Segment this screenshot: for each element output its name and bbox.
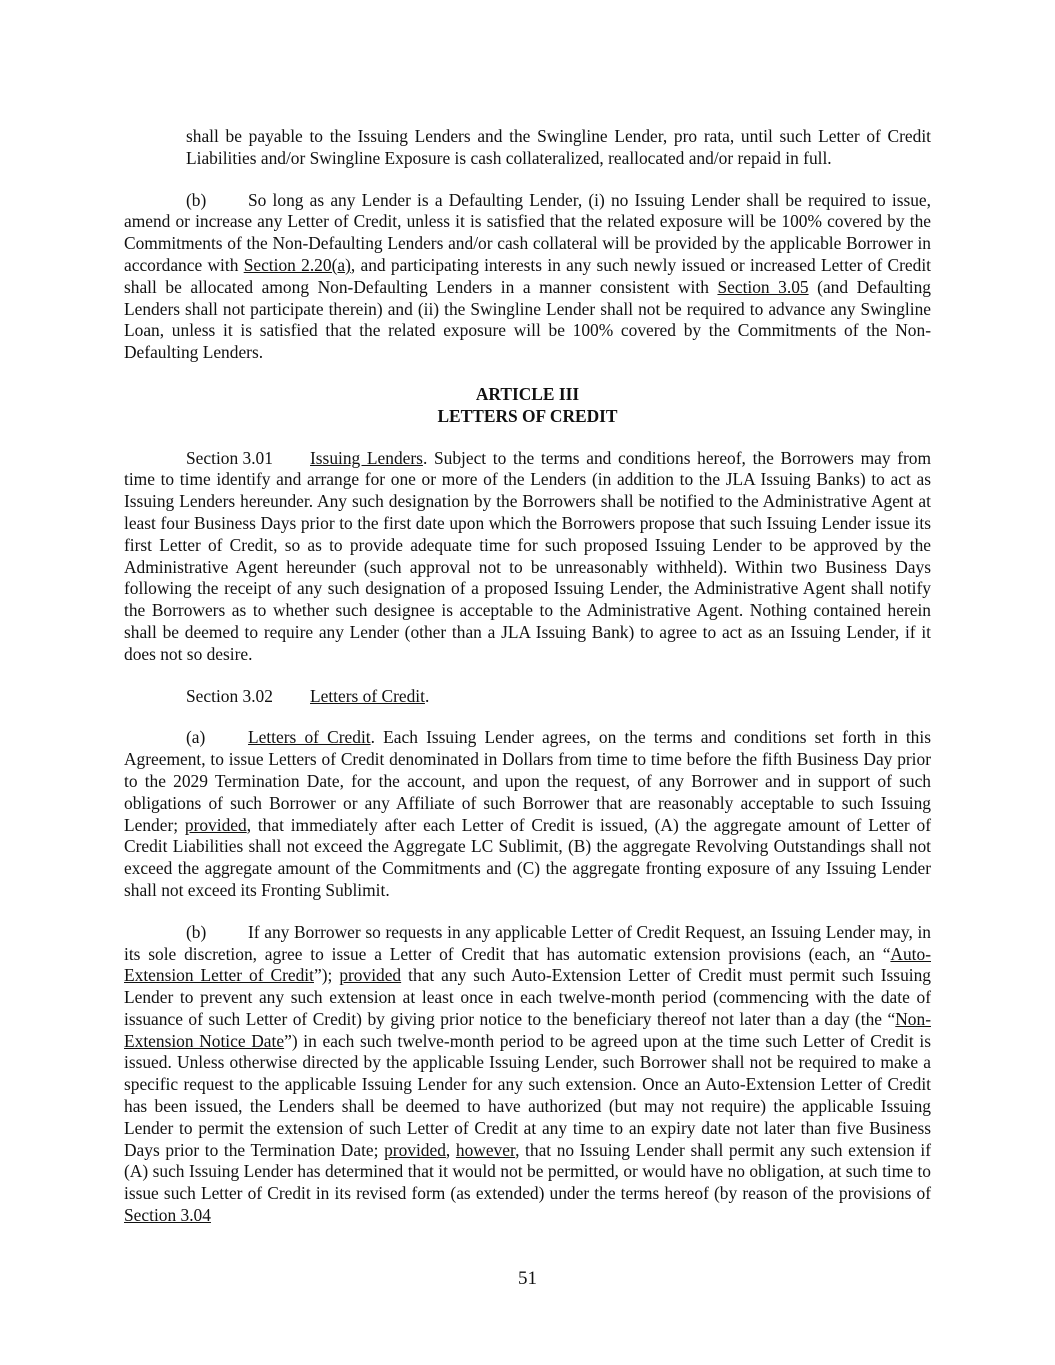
article-number: ARTICLE III: [475, 383, 580, 404]
section-3-02-b: (b) If any Borrower so requests in any applicable Letter of Credit Request, an Issuing Lender may, in its sole discretion, agree to issue a Letter of Credit that has automatic extension provisions (each, an “Auto-Extension Letter of Credit”); provided that any such Auto-Extension Letter of Credit must permit such Issuing Lender to prevent any such extension at least once in each twelve-month period (commencing with the date of issuance of such Letter of Credit) by giving prior notice to the beneficiary thereof not later than a day (the “Non-Extension Notice Date”) in each such twelve-month period to be agreed upon at the time such Letter of Credit is issued. Unless otherwise directed by the applicable Issuing Lender, such Borrower shall not be required to make a specific request to the applicable Issuing Lender for any such extension. Once an Auto-Extension Letter of Credit has been issued, the Lenders shall be deemed to have authorized (but may not require) the applicable Issuing Lender to permit the extension of such Letter of Credit at any time to an expiry date not later than five Business Days prior to the Termination Date; provided, however, that no Issuing Lender shall permit any such extension if (A) such Issuing Lender has determined that it would not be permitted, or would have no obligation, at such time to issue such Letter of Credit in its revised form (as extended) under the terms hereof (by reason of the provisions of Section 3.04: [124, 921, 932, 1226]
section-reference: Section 3.05: [717, 276, 809, 297]
section-reference: Section 3.04: [124, 1205, 211, 1226]
section-3-02-a: (a) Letters of Credit. Each Issuing Lender agrees, on the terms and conditions set forth in this Agreement, to issue Letters of Credit denominated in Dollars from time to time before the fifth Business Day prior to the 2029 Termination Date, for the account, and upon the request, of any Borrower and in support of such obligations of such Borrower or any Affiliate of such Borrower that are reasonably acceptable to such Issuing Lender; provided, that immediately after each Letter of Credit is issued, (A) the aggregate amount of Letter of Credit Liabilities shall not exceed the Aggregate LC Sublimit, (B) the aggregate Revolving Outstandings shall not exceed the aggregate amount of the Commitments and (C) the aggregate fronting exposure of any Issuing Lender shall not exceed its Fronting Sublimit.: [124, 727, 931, 900]
defined-term: however: [455, 1139, 516, 1160]
section-3-01: Section 3.01 Issuing Lenders. Subject to the terms and conditions hereof, the Borrowers may from time to time identify and arrange for one or more of the Lenders (in addition to the JLA Issuing Banks) to act as Issuing Lenders hereunder. Any such designation by the Borrowers shall be notified to the Administrative Agent at least four Business Days prior to the first date upon which the Borrowers propose that such Issuing Lender issue its first Letter of Credit, so as to provide adequate time for such proposed Issuing Lender to be approved by the Administrative Agent hereunder (such approval not to be unreasonably withheld). Within two Business Days following the receipt of any such designation of a proposed Issuing Lender, the Administrative Agent shall notify the Borrowers as to whether such designee is acceptable to the Administrative Agent. Nothing contained herein shall be deemed to require any Lender (other than a JLA Issuing Bank) to agree to act as an Issuing Lender, if it does not so desire.: [124, 447, 931, 664]
article-title: LETTERS OF CREDIT: [437, 405, 618, 426]
paragraph-heading: Letters of Credit: [248, 727, 371, 748]
section-3-02: Section 3.02 Letters of Credit.: [186, 685, 430, 706]
continuation-paragraph: shall be payable to the Issuing Lenders and the Swingline Lender, pro rata, until such Letter of Credit Liabilities and/or Swingline Exposure is cash collateralized, reallocated and/or repaid in full.: [186, 126, 931, 168]
page-number: 51: [518, 1268, 537, 1289]
defined-term: Auto-Extension Letter of Credit: [124, 943, 931, 986]
paragraph-label: (b): [186, 189, 207, 210]
defined-term: provided: [184, 814, 247, 835]
paragraph-2b: (b) So long as any Lender is a Defaulting Lender, (i) no Issuing Lender shall be required to issue, amend or increase any Letter of Credit, unless it is satisfied that the related exposure will be 100% covered by the Commitments of the Non-Defaulting Lenders and/or cash collateral will be provided by the applicable Borrower in accordance with Section 2.20(a), and participating interests in any such newly issued or increased Letter of Credit shall be allocated among Non-Defaulting Lenders in a manner consistent with Section 3.05 (and Defaulting Lenders shall not participate therein) and (ii) the Swingline Lender shall not be required to advance any Swingline Loan, unless it is satisfied that the related exposure will be 100% covered by the Commitments of the Non-Defaulting Lenders.: [124, 189, 931, 363]
section-heading: Letters of Credit: [310, 685, 425, 706]
document-page: [124, 126, 931, 1227]
section-label: Section 3.02: [186, 685, 273, 706]
paragraph-label: (a): [186, 727, 206, 748]
section-label: Section 3.01: [186, 447, 273, 468]
defined-term: provided: [339, 965, 402, 986]
paragraph-label: (b): [186, 921, 207, 942]
article-heading: [124, 384, 931, 428]
defined-term: provided: [384, 1139, 446, 1160]
section-heading: Issuing Lenders: [310, 447, 423, 468]
section-reference: Section 2.20(a): [243, 254, 351, 275]
defined-term: Non-Extension Notice Date: [124, 1008, 931, 1051]
